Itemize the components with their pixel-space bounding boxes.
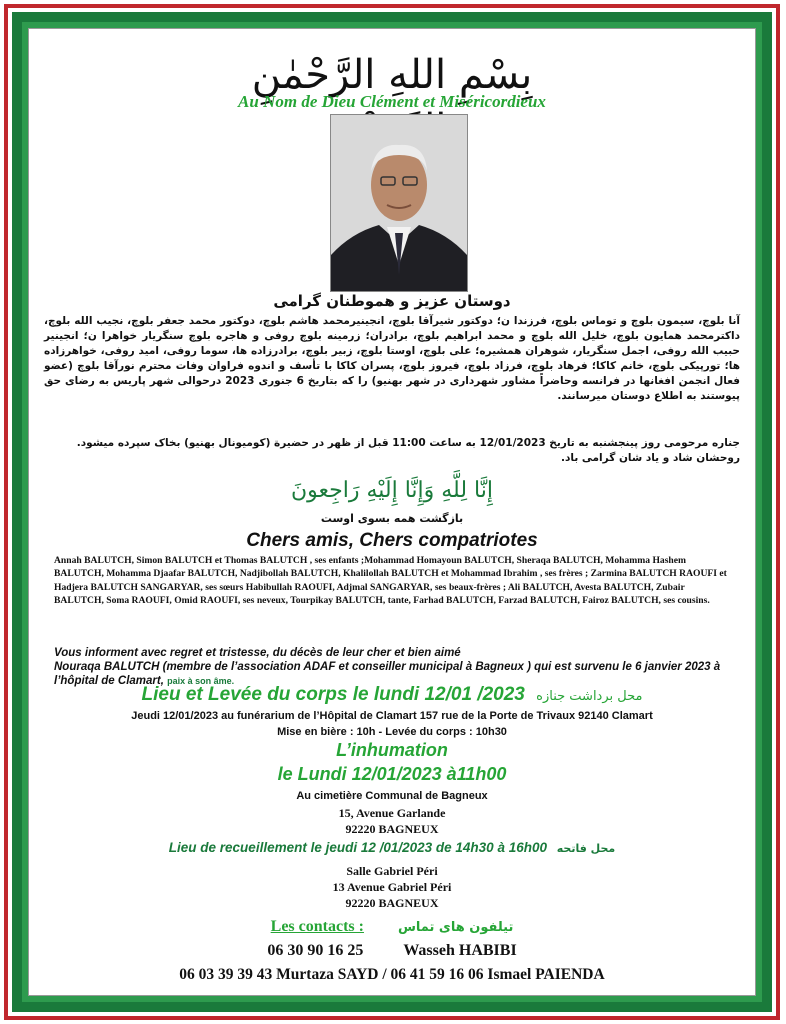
contact-line-2: 06 03 39 39 43 Murtaza SAYD / 06 41 59 16 06 Ismael PAIENDA <box>179 966 605 983</box>
persian-heading: دوستان عزیز و هموطنان گرامی <box>273 292 511 310</box>
contact-1-name: Wasseh HABIBI <box>403 942 517 959</box>
announcement-line-2: Nouraqa BALUTCH (membre de l’association ADAF et conseiller municipal à Bagneux ) qui est survenu le 6 janvier 2023 à l’hôpital de Clamart, <box>54 661 721 687</box>
inhumation-place: Au cimetière Communal de Bagneux <box>296 790 488 802</box>
recueillement-city: 92220 BAGNEUX <box>345 896 439 910</box>
bismillah-calligraphy: بِسْمِ اللهِ الرَّحْمٰنِ <box>251 52 533 98</box>
recueillement-hall: Salle Gabriel Péri <box>346 864 438 878</box>
notice-content <box>34 34 750 994</box>
french-greeting: Chers amis, Chers compatriotes <box>246 530 538 551</box>
recueillement-title-fa: محل فاتحه <box>556 842 616 855</box>
recueillement-street: 13 Avenue Gabriel Péri <box>332 880 452 894</box>
inhumation-city: 92220 BAGNEUX <box>345 822 439 836</box>
levee-details: Jeudi 12/01/2023 au funérarium de l’Hôpital de Clamart 157 rue de la Porte de Trivaux 92140 Clamart <box>131 710 653 722</box>
french-invocation: Au Nom de Dieu Clément et Miséricordieux <box>238 92 546 111</box>
recueillement-title <box>34 840 750 855</box>
announcement-line-1: Vous informent avec regret et tristesse, du décès de leur cher et bien aimé <box>54 647 461 659</box>
contacts-label: Les contacts : <box>270 918 364 935</box>
inhumation-date: le Lundi 12/01/2023 à11h00 <box>277 764 507 784</box>
persian-funeral-text: جناره مرحومی روز پینجشنبه به تاریخ 12/01/2023 به ساعت 11:00 قبل از ظهر در حضیرة (کومیونال بهنیو) بخاک سپرده میشود. روحشان شاد و یاد شان گرامی باد. <box>76 437 740 464</box>
contact-1-phone: 06 30 90 16 25 <box>267 942 364 959</box>
quran-verse: إِنَّا لِلَّهِ وَإِنَّا إِلَيْهِ رَاجِعونَ <box>291 478 493 503</box>
persian-return-line: بازگشت همه بسوی اوست <box>320 512 464 525</box>
contact-line-1 <box>34 942 750 960</box>
deceased-portrait <box>330 114 468 292</box>
levee-title-fr: Lieu et Levée du corps le lundi 12/01 /2023 <box>141 684 525 705</box>
recueillement-title-fr: Lieu de recueillement le jeudi 12 /01/2023 de 14h30 à 16h00 <box>168 840 547 855</box>
french-announcement <box>54 646 744 688</box>
levee-title <box>34 684 750 706</box>
contacts-label-fa: تیلفون های تماس <box>397 920 514 935</box>
levee-times: Mise en bière : 10h - Levée du corps : 10h30 <box>277 726 507 738</box>
contacts-heading <box>34 918 750 936</box>
announcement-peace: paix à son âme. <box>167 676 235 686</box>
persian-family-text: آنا بلوچ، سیمون بلوچ و توماس بلوچ، فرزندا ن؛ دوکتور شیرآقا بلوچ، انجینیرمحمد هاشم بلوچ، دوکتور محمد جعفر بلوچ، نجیب الله بلوچ، داکترمحمد همایون بلوچ، خلیل الله بلوچ و محمد ابراهیم بلوچ، برادران؛ زرمینه بلوچ روفی و هاجره بلوچ سنگریار خواهرا ن؛ انجینیر حبیب الله روفی، اجمل سنگریار، شوهران همشیره؛ علی بلوچ، اوستا بلوچ، زبیر بلوچ، برادرزاده ها، سوما روفی، امید روفی، خواهرزاده ها؛ تورپیکی بلوچ، خانم کاکا؛ فرهاد بلوچ، فرزاد بلوچ، فیروز بلوچ، پسران کاکا با تأسف و اندوه فراوان وفات محترم نورآقا بلوچ (عضو فعال انجمن افغانها در فرانسه وحاضراً مشاور شهرداری در شهر بهنیو) را که بتاریخ 6 جنوری 2023 درحوالی شهر پاریس به رضای حق پیوستند به اطلاع دوستان میرسانند. <box>44 315 741 402</box>
french-family-text: Annah BALUTCH, Simon BALUTCH et Thomas BALUTCH , ses enfants ;Mohammad Homayoun BALUTCH, Sheraqa BALUTCH, Mohamma Hashem BALUTCH, Mohamma Djaafar BALUTCH, Nadjibollah BALUTCH, Khalilollah BALUTCH et Mohammad Ibrahim , ses frères ; Zarmina BALUTCH RAOUFI et Hadjera BALUTCH SANGARYAR, ses sœurs Habibullah RAOUFI, Adjmal SANGARYAR, ses beaux-frères ; Ali BALUTCH, Avesta BALUTCH, Zubair BALUTCH, Soma RAOUFI, Omid RAOUFI, ses neveux, Tourpikay BALUTCH, tante, Farhad BALUTCH, Farzad BALUTCH, Fairoz BALUTCH, ses cousins. <box>54 555 727 607</box>
portrait-image <box>331 115 467 291</box>
levee-title-fa: محل برداشت جنازه <box>536 689 643 704</box>
inhumation-title: L’inhumation <box>336 740 448 760</box>
inhumation-street: 15, Avenue Garlande <box>338 806 446 820</box>
